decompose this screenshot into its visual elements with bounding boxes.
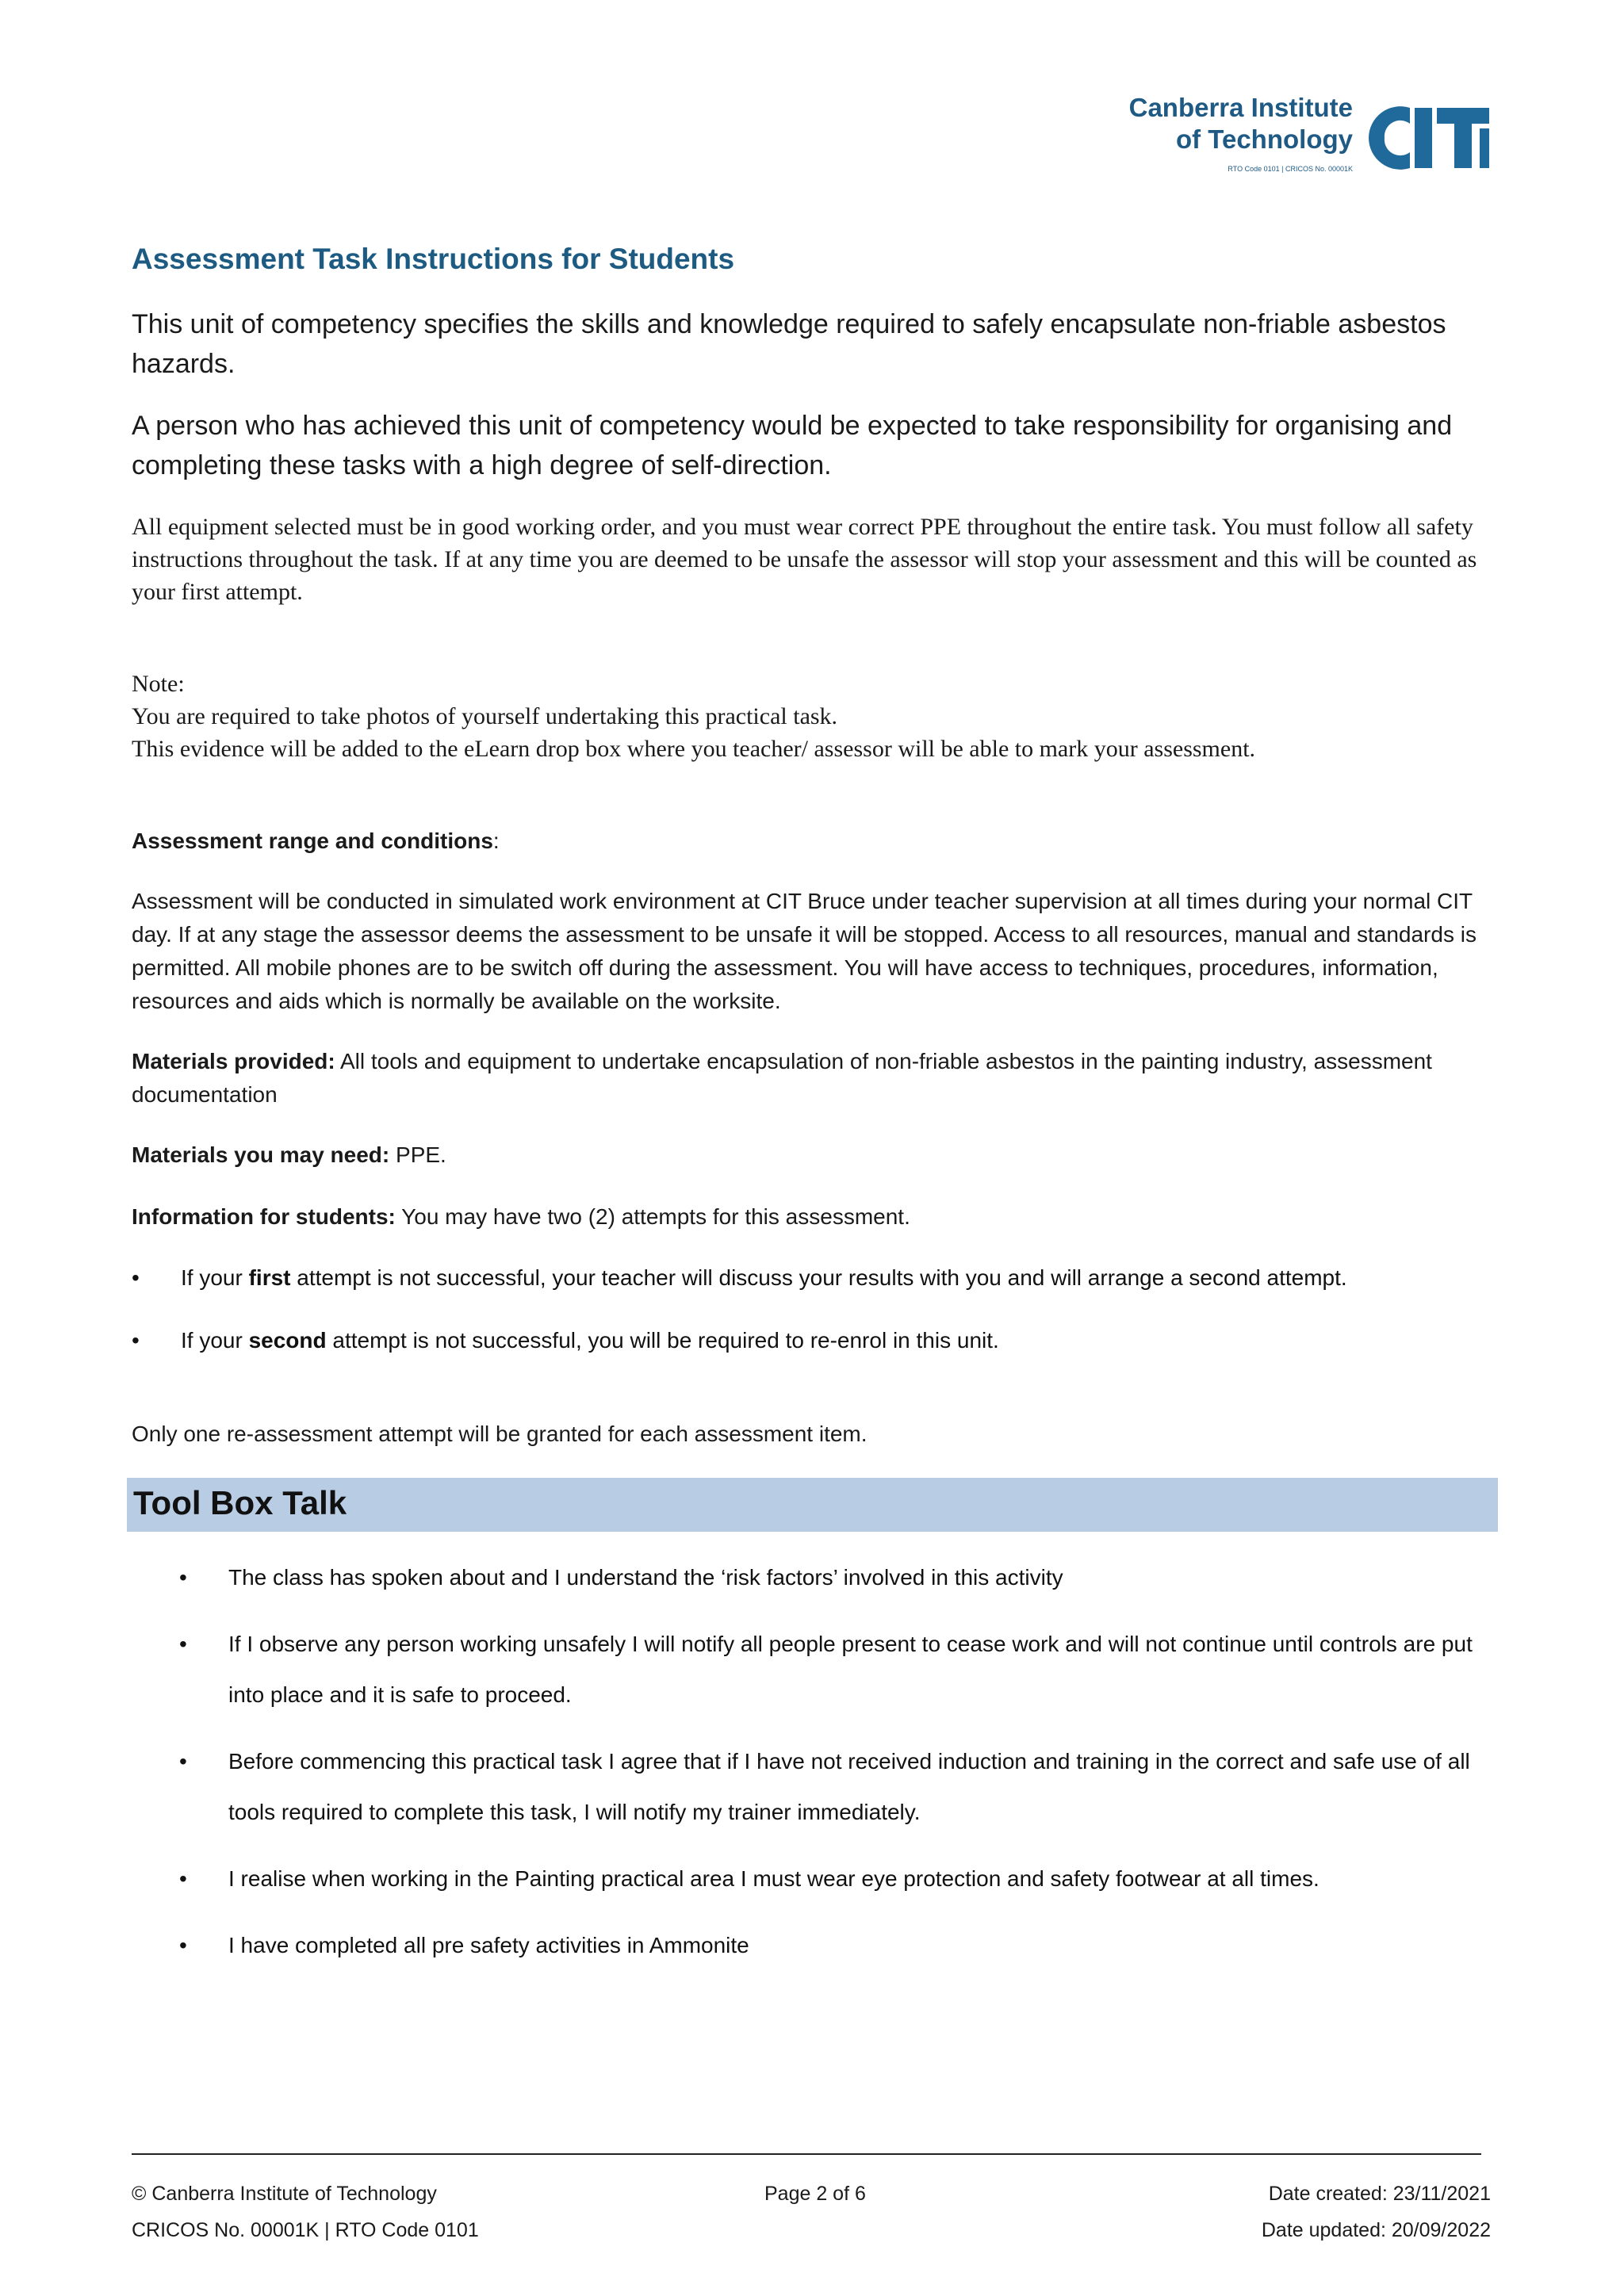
note-label: Note: <box>132 671 185 697</box>
bullet2-pre: If your <box>181 1328 243 1353</box>
list-item <box>179 1854 1496 1904</box>
note-line-1: You are required to take photos of yourself undertaking this practical task. <box>132 703 838 729</box>
safety-paragraph: All equipment selected must be in good working order, and you must wear correct PPE throughout the entire task. You must follow all safety instructions throughout the task. If at any time you are deemed to be unsafe the assessor will stop your assessment and this will be counted as your first attempt. <box>132 514 1477 605</box>
materials-provided-text: All tools and equipment to undertake encapsulation of non-friable asbestos in the painting industry, assessment documentation <box>132 1049 1432 1107</box>
materials-need-label: Materials you may need: <box>132 1142 390 1167</box>
footer-cricos: CRICOS No. 00001K | RTO Code 0101 <box>132 2219 479 2241</box>
footer-date-updated: Date updated: 20/09/2022 <box>1261 2219 1491 2241</box>
materials-provided-label: Materials provided: <box>132 1049 335 1073</box>
note-block <box>132 668 1496 765</box>
logo-text <box>1129 92 1353 174</box>
bullet-icon: • <box>179 1933 187 1957</box>
conditions-label: Assessment range and conditions <box>132 828 493 853</box>
list-item <box>132 1261 1496 1295</box>
logo-line1: Canberra Institute <box>1128 93 1353 122</box>
intro-paragraph-2: A person who has achieved this unit of competency would be expected to take responsibility for organising and completing these tasks with a high degree of self-direction. <box>132 411 1453 480</box>
info-text: You may have two (2) attempts for this assessment. <box>401 1204 910 1229</box>
toolbox-title: Tool Box Talk <box>133 1484 347 1521</box>
bullet-icon: • <box>132 1328 140 1353</box>
bullet-icon: • <box>179 1866 187 1891</box>
list-item <box>179 1736 1496 1838</box>
list-item <box>179 1920 1496 1971</box>
conditions-text: Assessment will be conducted in simulated work environment at CIT Bruce under teacher supervision at all times during your normal CIT day. If at any stage the assessor deems the assessment to be unsafe it will be stopped. Access to all resources, manual and standards is permitted. All mobile phones are to be switch off during the assessment. You will have access to techniques, procedures, information, resources and aids which is normally be available on the worksite. <box>132 889 1477 1013</box>
instructions-heading: Assessment Task Instructions for Students <box>132 243 735 275</box>
information-for-students <box>132 1200 1496 1234</box>
toolbox-item-text: Before commencing this practical task I agree that if I have not received induction and training in the correct and safe use of all tools required to complete this task, I will notify my trainer immediately. <box>228 1749 1470 1824</box>
toolbox-header-bar <box>127 1478 1498 1532</box>
conditions-colon: : <box>492 828 500 853</box>
bullet1-pre: If your <box>181 1265 243 1290</box>
materials-need-text: PPE. <box>396 1142 446 1167</box>
logo-small-text: RTO Code 0101 | CRICOS No. 00001K <box>1228 165 1353 173</box>
note-line-2: This evidence will be added to the eLearn drop box where you teacher/ assessor will be able to mark your assessment. <box>132 736 1256 762</box>
conditions-heading <box>132 825 1496 858</box>
materials-need <box>132 1138 1496 1172</box>
list-item <box>179 1619 1496 1720</box>
toolbox-item-text: The class has spoken about and I understand the ‘risk factors’ involved in this activity <box>228 1565 1063 1590</box>
list-item <box>179 1552 1496 1603</box>
bullet2-post: attempt is not successful, you will be required to re-enrol in this unit. <box>332 1328 999 1353</box>
materials-provided <box>132 1045 1496 1112</box>
cit-logo <box>1113 92 1494 179</box>
closing-text: Only one re-assessment attempt will be granted for each assessment item. <box>132 1422 868 1446</box>
logo-line2: of Technology <box>1175 124 1353 154</box>
info-label: Information for students: <box>132 1204 396 1229</box>
cit-logo-mark-icon <box>1361 97 1494 179</box>
toolbox-item-text: If I observe any person working unsafely I will notify all people present to cease work and will not continue until controls are put into place and it is safe to proceed. <box>228 1632 1473 1707</box>
list-item <box>132 1323 1496 1357</box>
toolbox-item-text: I realise when working in the Painting practical area I must wear eye protection and safety footwear at all times. <box>228 1866 1320 1891</box>
footer-date-created: Date created: 23/11/2021 <box>1268 2183 1491 2205</box>
attempt-bullets <box>132 1261 1496 1357</box>
footer-copyright: © Canberra Institute of Technology <box>132 2183 437 2205</box>
bullet1-bold: first <box>248 1265 291 1290</box>
bullet2-bold: second <box>248 1328 327 1353</box>
bullet-icon: • <box>179 1749 187 1774</box>
footer-divider <box>132 2153 1481 2155</box>
intro-paragraph-1: This unit of competency specifies the skills and knowledge required to safely encapsulate non-friable asbestos hazards. <box>132 309 1446 379</box>
bullet-icon: • <box>132 1265 140 1290</box>
bullet-icon: • <box>179 1565 187 1590</box>
bullet-icon: • <box>179 1632 187 1656</box>
footer-page-number: Page 2 of 6 <box>764 2183 866 2205</box>
bullet1-post: attempt is not successful, your teacher will discuss your results with you and will arrange a second attempt. <box>297 1265 1347 1290</box>
toolbox-list <box>179 1552 1496 1971</box>
toolbox-item-text: I have completed all pre safety activities in Ammonite <box>228 1933 749 1957</box>
